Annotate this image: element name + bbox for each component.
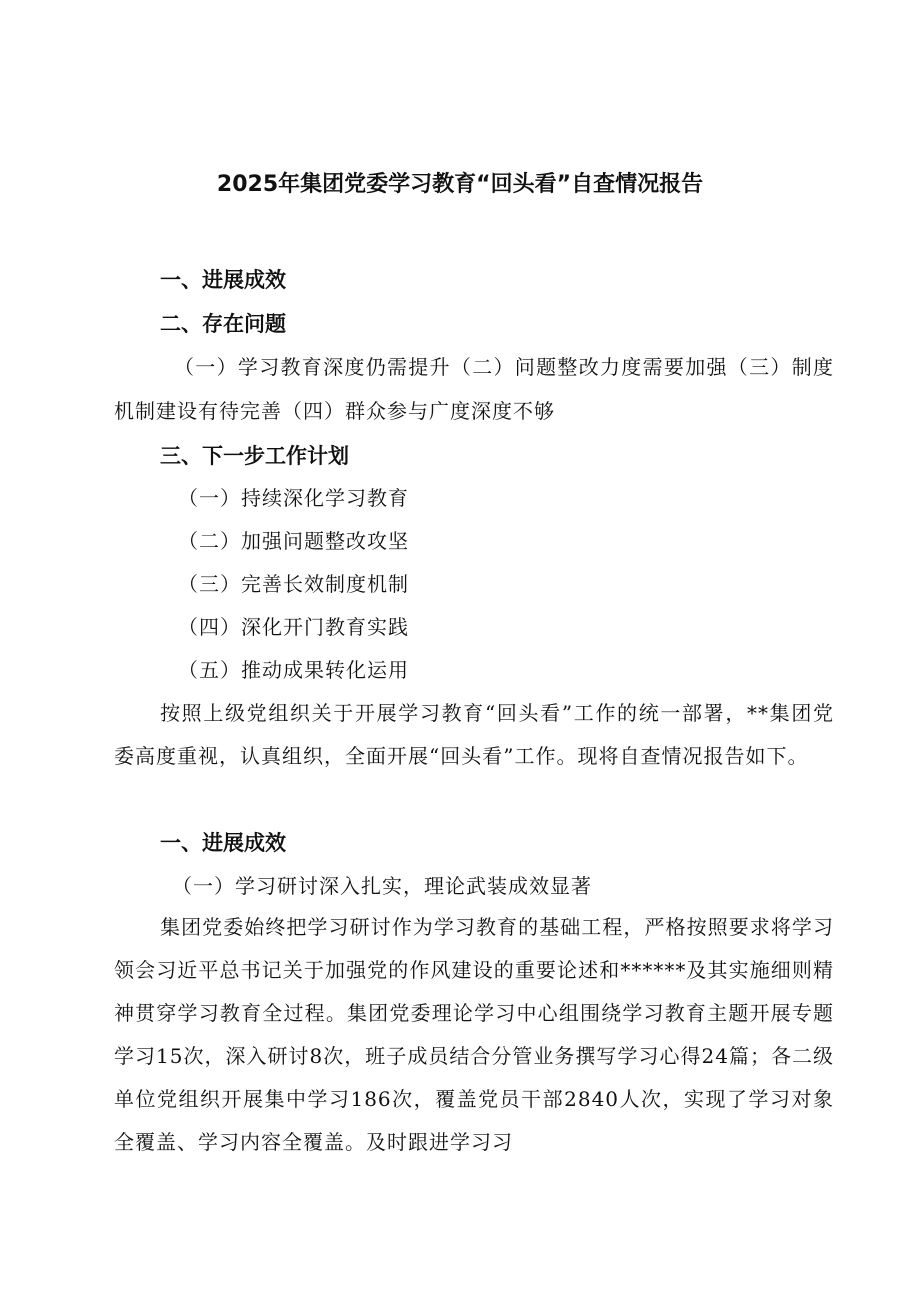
problems-paragraph: （一）学习教育深度仍需提升（二）问题整改力度需要加强（三）制度机制建设有待完善（四）群众参与广度深度不够 <box>114 355 834 423</box>
outline-heading-problems: 二、存在问题 <box>160 312 286 336</box>
outline-heading-progress: 一、进展成效 <box>160 268 286 292</box>
study-paragraph: 集团党委始终把学习研讨作为学习教育的基础工程，严格按照要求将学习领会习近平总书记关于加强党的作风建设的重要论述和******及其实施细则精神贯穿学习教育全过程。集团党委理论学习中心组围绕学习教育主题开展专题学习15次，深入研讨8次，班子成员结合分管业务撰写学习心得24篇；各二级单位党组织开展集中学习186次，覆盖党员干部2840人次，实现了学习对象全覆盖、学习内容全覆盖。及时跟进学习习 <box>114 915 834 1154</box>
plan-item: （三）完善长效制度机制 <box>178 572 409 596</box>
document-title: 2025年集团党委学习教育“回头看”自查情况报告 <box>216 172 704 197</box>
plan-item: （四）深化开门教育实践 <box>178 615 409 639</box>
intro-paragraph: 按照上级党组织关于开展学习教育“回头看”工作的统一部署，**集团党委高度重视，认真组织，全面开展“回头看”工作。现将自查情况报告如下。 <box>114 701 834 768</box>
outline-heading-next-steps: 三、下一步工作计划 <box>160 444 349 468</box>
plan-item: （一）持续深化学习教育 <box>178 486 409 510</box>
body-heading-progress: 一、进展成效 <box>160 831 286 855</box>
subheading-study: （一）学习研讨深入扎实，理论武装成效显著 <box>172 874 592 898</box>
plan-item: （五）推动成果转化运用 <box>178 658 409 682</box>
plan-item: （二）加强问题整改攻坚 <box>178 529 409 553</box>
